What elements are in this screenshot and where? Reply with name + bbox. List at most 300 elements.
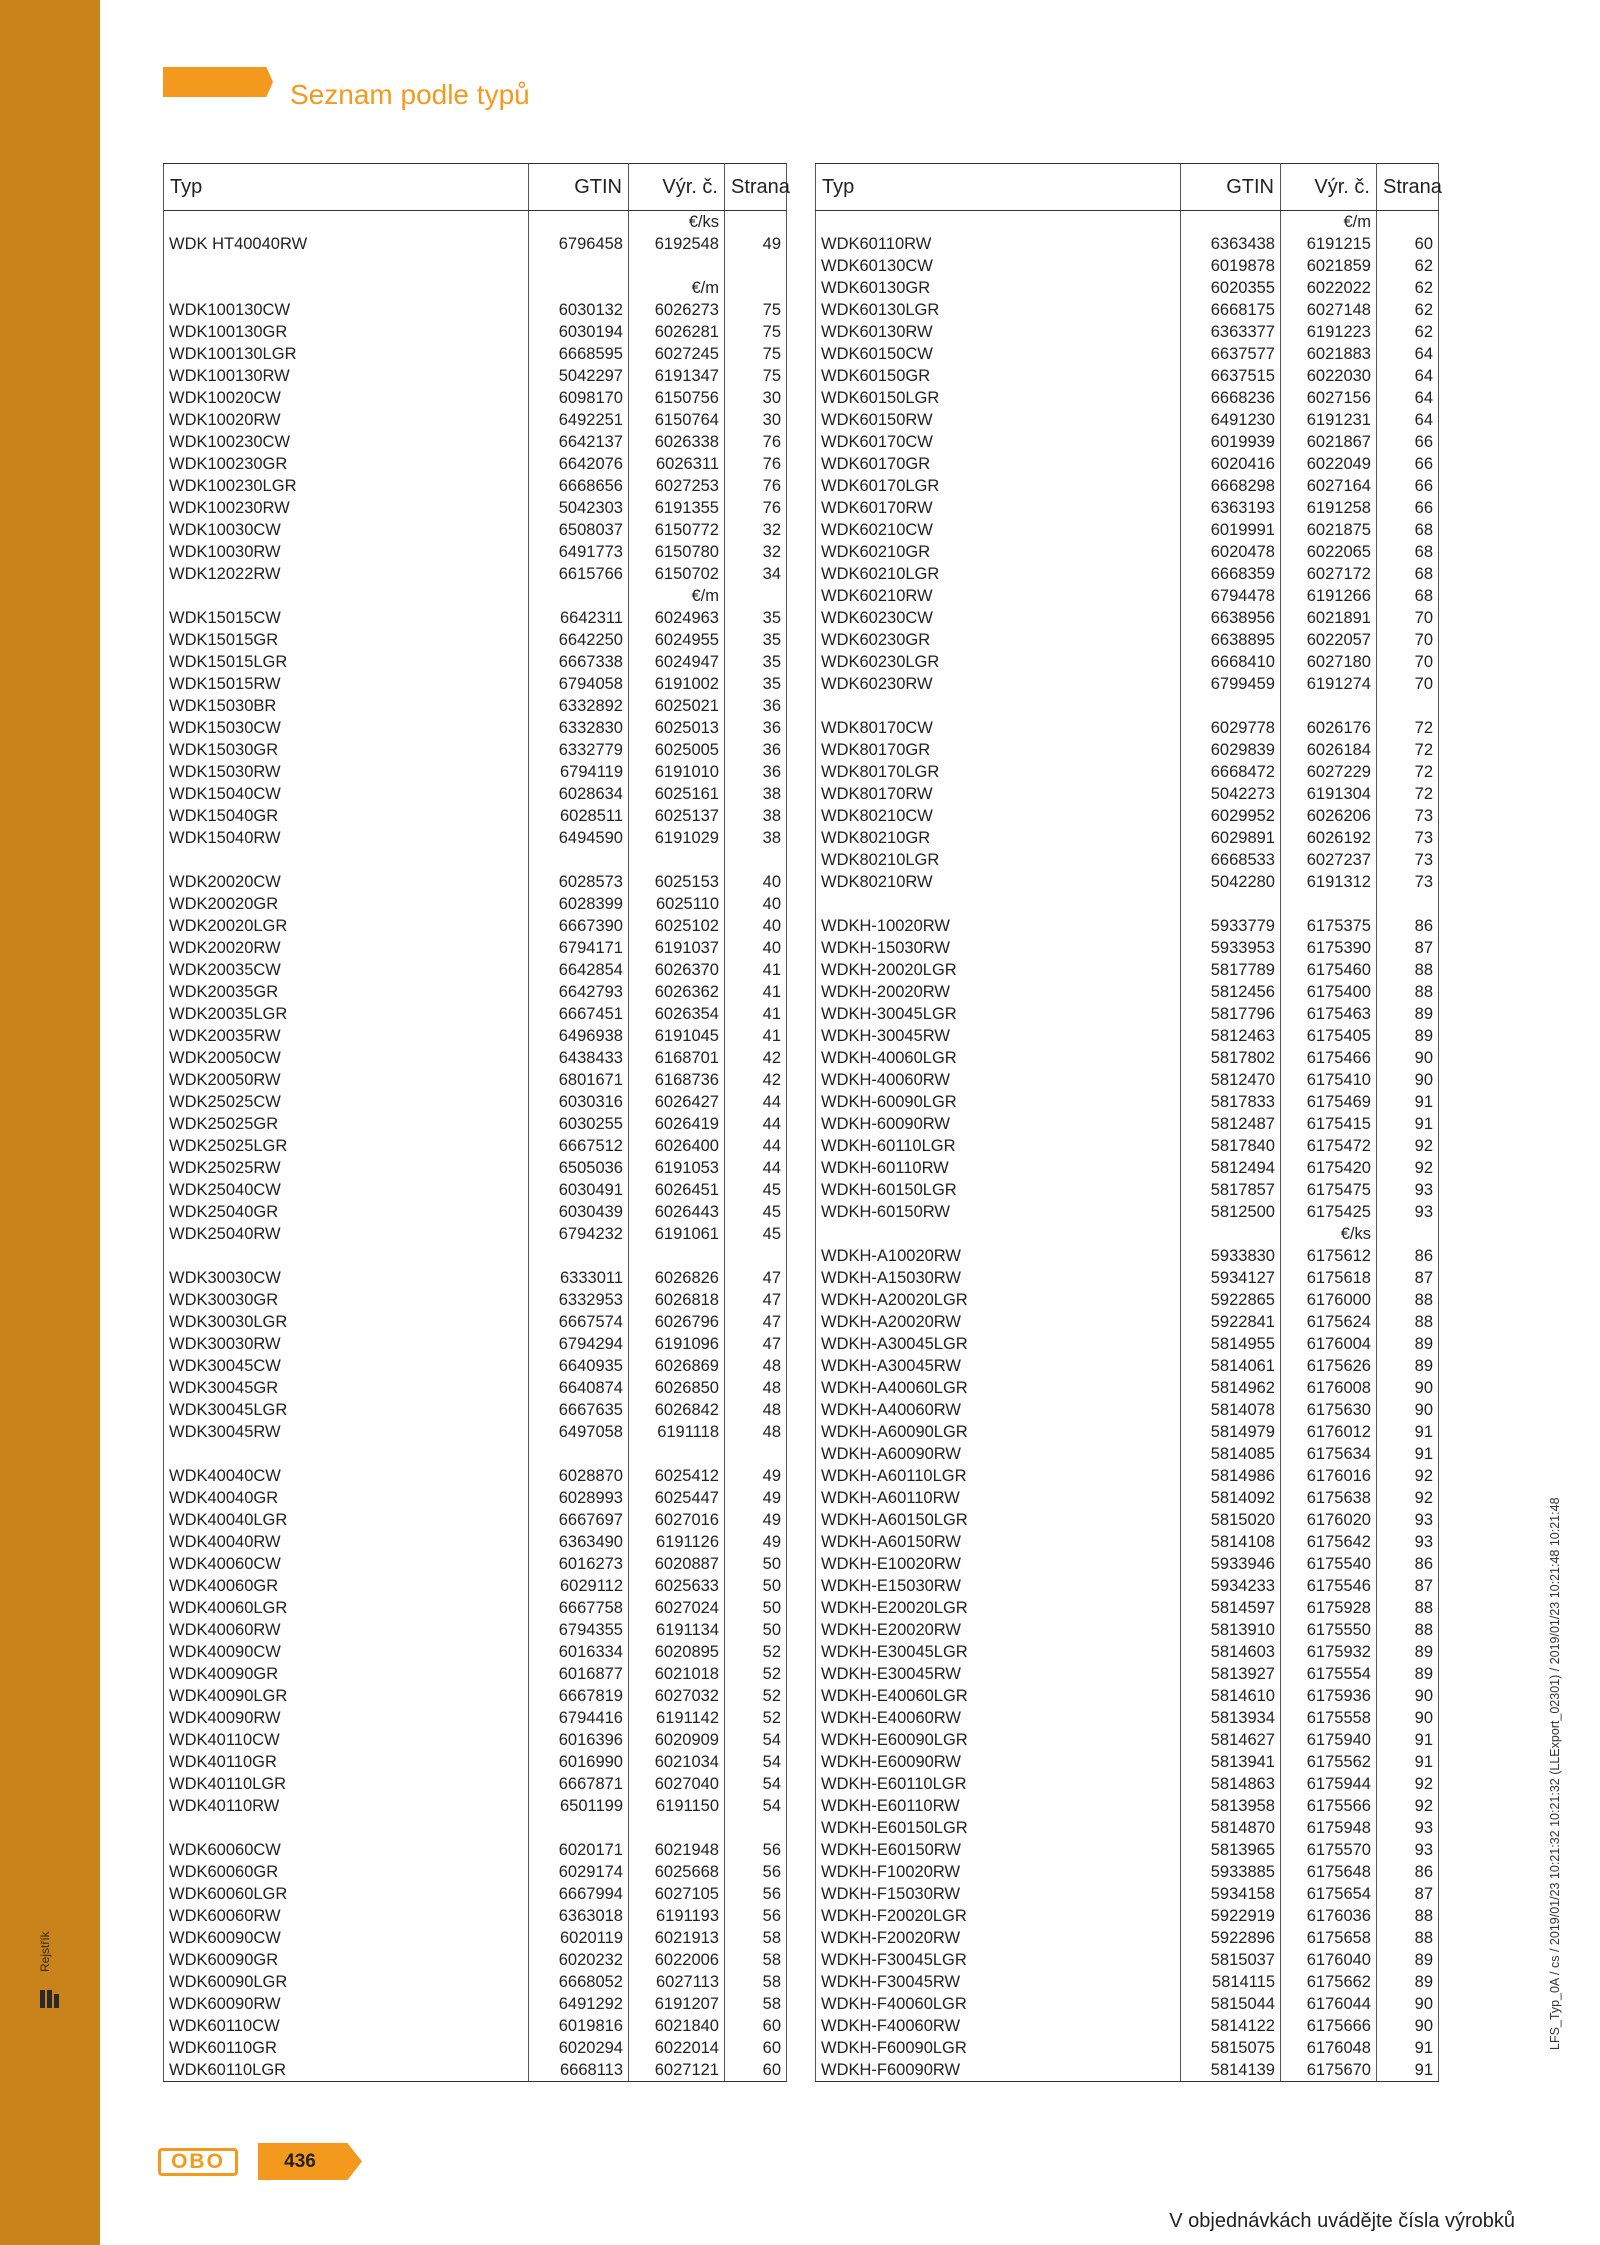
- cell-str: 64: [1377, 343, 1439, 365]
- cell-vyr: 6176012: [1281, 1421, 1377, 1443]
- cell-gtin: 5922896: [1181, 1927, 1281, 1949]
- cell-vyr: 6026184: [1281, 739, 1377, 761]
- cell-str: 62: [1377, 299, 1439, 321]
- cell-type: WDKH-E60150RW: [816, 1839, 1181, 1861]
- header-product-number: Výr. č.: [1281, 164, 1377, 211]
- unit-row: [816, 1223, 1439, 1245]
- cell-type: WDK25040CW: [164, 1179, 529, 1201]
- cell-vyr: 6175375: [1281, 915, 1377, 937]
- cell-str: 87: [1377, 1267, 1439, 1289]
- cell-gtin: 6642250: [529, 629, 629, 651]
- cell-type: WDK25025RW: [164, 1157, 529, 1179]
- empty-cell: [629, 255, 725, 277]
- cell-gtin: 6796458: [529, 233, 629, 255]
- table-row: [816, 981, 1439, 1003]
- cell-gtin: 6332953: [529, 1289, 629, 1311]
- cell-str: 60: [725, 2015, 787, 2037]
- cell-type: WDKH-A60090RW: [816, 1443, 1181, 1465]
- table-row: [816, 1443, 1439, 1465]
- table-row: [164, 1795, 787, 1817]
- cell-type: WDK60210RW: [816, 585, 1181, 607]
- cell-str: 86: [1377, 1245, 1439, 1267]
- cell-gtin: 6028634: [529, 783, 629, 805]
- table-row: [816, 1025, 1439, 1047]
- cell-vyr: 6175420: [1281, 1157, 1377, 1179]
- cell-vyr: 6168701: [629, 1047, 725, 1069]
- cell-gtin: 6638895: [1181, 629, 1281, 651]
- cell-gtin: 6020119: [529, 1927, 629, 1949]
- cell-gtin: 5812500: [1181, 1201, 1281, 1223]
- cell-str: 40: [725, 871, 787, 893]
- table-row: [816, 1377, 1439, 1399]
- empty-cell: [816, 893, 1181, 915]
- cell-str: 60: [1377, 233, 1439, 255]
- cell-type: WDK40110LGR: [164, 1773, 529, 1795]
- empty-cell: [1181, 1223, 1281, 1245]
- cell-type: WDKH-60090RW: [816, 1113, 1181, 1135]
- cell-type: WDK15015LGR: [164, 651, 529, 673]
- unit-cell: €/m: [629, 585, 725, 607]
- table-row: [164, 2059, 787, 2082]
- cell-str: 62: [1377, 277, 1439, 299]
- sidebar-label[interactable]: Rejstřík: [38, 1931, 52, 1972]
- cell-str: 45: [725, 1223, 787, 1245]
- cell-type: WDK60090GR: [164, 1949, 529, 1971]
- cell-gtin: 6668533: [1181, 849, 1281, 871]
- table-row: [816, 1487, 1439, 1509]
- cell-vyr: 6175425: [1281, 1201, 1377, 1223]
- table-row: [816, 563, 1439, 585]
- cell-type: WDK40110GR: [164, 1751, 529, 1773]
- cell-str: 44: [725, 1135, 787, 1157]
- cell-str: 76: [725, 431, 787, 453]
- cell-str: 52: [725, 1707, 787, 1729]
- cell-type: WDK60060GR: [164, 1861, 529, 1883]
- cell-gtin: 6030439: [529, 1201, 629, 1223]
- table-row: [164, 871, 787, 893]
- cell-gtin: 5814085: [1181, 1443, 1281, 1465]
- cell-gtin: 6668052: [529, 1971, 629, 1993]
- cell-str: 41: [725, 959, 787, 981]
- cell-str: 64: [1377, 365, 1439, 387]
- cell-vyr: 6175618: [1281, 1267, 1377, 1289]
- cell-type: WDKH-A40060LGR: [816, 1377, 1181, 1399]
- cell-str: 90: [1377, 2015, 1439, 2037]
- table-row: [164, 343, 787, 365]
- cell-gtin: 5814955: [1181, 1333, 1281, 1355]
- header-gtin: GTIN: [529, 164, 629, 211]
- table-row: [164, 541, 787, 563]
- cell-vyr: 6191150: [629, 1795, 725, 1817]
- cell-str: 68: [1377, 541, 1439, 563]
- empty-cell: [529, 849, 629, 871]
- table-row: [816, 607, 1439, 629]
- header-type: Typ: [816, 164, 1181, 211]
- cell-vyr: 6192548: [629, 233, 725, 255]
- cell-vyr: 6176004: [1281, 1333, 1377, 1355]
- table-row: [164, 1993, 787, 2015]
- table-row: [816, 1245, 1439, 1267]
- empty-cell: [725, 1817, 787, 1839]
- cell-type: WDK40040GR: [164, 1487, 529, 1509]
- cell-type: WDKH-F10020RW: [816, 1861, 1181, 1883]
- cell-str: 88: [1377, 1289, 1439, 1311]
- cell-type: WDKH-E15030RW: [816, 1575, 1181, 1597]
- cell-gtin: 5042273: [1181, 783, 1281, 805]
- table-row: [816, 1091, 1439, 1113]
- empty-cell: [529, 211, 629, 234]
- cell-str: 38: [725, 827, 787, 849]
- cell-vyr: 6026370: [629, 959, 725, 981]
- empty-cell: [164, 277, 529, 299]
- table-row: [816, 1707, 1439, 1729]
- cell-vyr: 6175550: [1281, 1619, 1377, 1641]
- cell-gtin: 5934127: [1181, 1267, 1281, 1289]
- table-row: [164, 321, 787, 343]
- cell-type: WDKH-A60150LGR: [816, 1509, 1181, 1531]
- cell-vyr: 6150780: [629, 541, 725, 563]
- cell-str: 35: [725, 651, 787, 673]
- table-row: [816, 1905, 1439, 1927]
- cell-str: 52: [725, 1685, 787, 1707]
- empty-cell: [164, 1443, 529, 1465]
- cell-vyr: 6027237: [1281, 849, 1377, 871]
- empty-cell: [529, 585, 629, 607]
- cell-vyr: 6191274: [1281, 673, 1377, 695]
- cell-type: WDKH-60150RW: [816, 1201, 1181, 1223]
- empty-cell: [164, 255, 529, 277]
- cell-gtin: 6501199: [529, 1795, 629, 1817]
- table-row: [164, 519, 787, 541]
- table-row: [164, 409, 787, 431]
- cell-vyr: 6191347: [629, 365, 725, 387]
- cell-type: WDK40060RW: [164, 1619, 529, 1641]
- cell-str: 75: [725, 299, 787, 321]
- cell-vyr: 6191231: [1281, 409, 1377, 431]
- cell-gtin: 6029112: [529, 1575, 629, 1597]
- cell-str: 50: [725, 1619, 787, 1641]
- cell-vyr: 6025110: [629, 893, 725, 915]
- table-row: [816, 1993, 1439, 2015]
- cell-vyr: 6026311: [629, 453, 725, 475]
- cell-str: 41: [725, 981, 787, 1003]
- cell-type: WDK40060CW: [164, 1553, 529, 1575]
- cell-str: 38: [725, 805, 787, 827]
- cell-type: WDKH-A60090LGR: [816, 1421, 1181, 1443]
- cell-vyr: 6026354: [629, 1003, 725, 1025]
- cell-str: 56: [725, 1883, 787, 1905]
- empty-cell: [529, 277, 629, 299]
- table-row: [816, 1113, 1439, 1135]
- cell-type: WDK40090RW: [164, 1707, 529, 1729]
- cell-str: 60: [725, 2037, 787, 2059]
- cell-str: 70: [1377, 673, 1439, 695]
- cell-type: WDK15030GR: [164, 739, 529, 761]
- cell-str: 70: [1377, 629, 1439, 651]
- cell-str: 64: [1377, 409, 1439, 431]
- cell-type: WDK15030RW: [164, 761, 529, 783]
- cell-vyr: 6175400: [1281, 981, 1377, 1003]
- cell-type: WDK10020RW: [164, 409, 529, 431]
- table-row: [816, 1861, 1439, 1883]
- cell-type: WDK80210RW: [816, 871, 1181, 893]
- cell-gtin: 6028993: [529, 1487, 629, 1509]
- cell-gtin: 6667451: [529, 1003, 629, 1025]
- cell-type: WDK60150RW: [816, 409, 1181, 431]
- cell-str: 93: [1377, 1179, 1439, 1201]
- cell-type: WDK60130GR: [816, 277, 1181, 299]
- cell-vyr: 6191134: [629, 1619, 725, 1641]
- cell-type: WDK25040RW: [164, 1223, 529, 1245]
- cell-type: WDK60170RW: [816, 497, 1181, 519]
- cell-type: WDK60170GR: [816, 453, 1181, 475]
- cell-gtin: 5817857: [1181, 1179, 1281, 1201]
- cell-type: WDK80170LGR: [816, 761, 1181, 783]
- table-row: [164, 1861, 787, 1883]
- cell-str: 48: [725, 1377, 787, 1399]
- table-row: [164, 475, 787, 497]
- table-row: [164, 1773, 787, 1795]
- cell-str: 47: [725, 1267, 787, 1289]
- cell-vyr: 6168736: [629, 1069, 725, 1091]
- cell-vyr: 6026443: [629, 1201, 725, 1223]
- cell-gtin: 5813941: [1181, 1751, 1281, 1773]
- cell-gtin: 5814603: [1181, 1641, 1281, 1663]
- cell-vyr: 6025137: [629, 805, 725, 827]
- cell-type: WDK40110CW: [164, 1729, 529, 1751]
- cell-vyr: 6191193: [629, 1905, 725, 1927]
- table-body-right: [816, 211, 1439, 2082]
- cell-gtin: 5042303: [529, 497, 629, 519]
- cell-gtin: 6637515: [1181, 365, 1281, 387]
- cell-str: 76: [725, 475, 787, 497]
- cell-str: 34: [725, 563, 787, 585]
- cell-vyr: 6025447: [629, 1487, 725, 1509]
- cell-type: WDK60170LGR: [816, 475, 1181, 497]
- cell-vyr: 6027148: [1281, 299, 1377, 321]
- cell-str: 70: [1377, 651, 1439, 673]
- cell-vyr: 6022022: [1281, 277, 1377, 299]
- cell-vyr: 6191304: [1281, 783, 1377, 805]
- cell-str: 58: [725, 1949, 787, 1971]
- cell-type: WDK10030RW: [164, 541, 529, 563]
- cell-type: WDKH-F20020RW: [816, 1927, 1181, 1949]
- cell-type: WDK100230CW: [164, 431, 529, 453]
- cell-gtin: 6020478: [1181, 541, 1281, 563]
- cell-type: WDK40090CW: [164, 1641, 529, 1663]
- cell-str: 52: [725, 1663, 787, 1685]
- cell-str: 35: [725, 629, 787, 651]
- table-row: [816, 1971, 1439, 1993]
- cell-gtin: 6642311: [529, 607, 629, 629]
- page-number: 436: [284, 2151, 316, 2172]
- table-row: [164, 1289, 787, 1311]
- cell-str: 66: [1377, 431, 1439, 453]
- table-row: [816, 453, 1439, 475]
- cell-str: 76: [725, 497, 787, 519]
- table-row: [816, 365, 1439, 387]
- cell-gtin: 5814061: [1181, 1355, 1281, 1377]
- cell-vyr: 6025633: [629, 1575, 725, 1597]
- cell-gtin: 5814122: [1181, 2015, 1281, 2037]
- cell-str: 49: [725, 1509, 787, 1531]
- cell-vyr: 6027016: [629, 1509, 725, 1531]
- cell-vyr: 6191045: [629, 1025, 725, 1047]
- empty-cell: [629, 1817, 725, 1839]
- cell-str: 88: [1377, 1905, 1439, 1927]
- cell-type: WDKH-20020LGR: [816, 959, 1181, 981]
- cell-gtin: 5812463: [1181, 1025, 1281, 1047]
- cell-vyr: 6026818: [629, 1289, 725, 1311]
- cell-gtin: 6642854: [529, 959, 629, 981]
- cell-str: 75: [725, 321, 787, 343]
- table-row: [816, 1553, 1439, 1575]
- cell-type: WDK30045RW: [164, 1421, 529, 1443]
- cell-str: 75: [725, 343, 787, 365]
- cell-gtin: 6332892: [529, 695, 629, 717]
- cell-vyr: 6025013: [629, 717, 725, 739]
- cell-gtin: 5933885: [1181, 1861, 1281, 1883]
- table-row: [816, 255, 1439, 277]
- cell-vyr: 6027113: [629, 1971, 725, 1993]
- cell-str: 87: [1377, 937, 1439, 959]
- cell-type: WDK60210LGR: [816, 563, 1181, 585]
- cell-gtin: 6508037: [529, 519, 629, 541]
- cell-vyr: 6191053: [629, 1157, 725, 1179]
- table-row: [164, 739, 787, 761]
- cell-vyr: 6026338: [629, 431, 725, 453]
- table-row: [164, 431, 787, 453]
- cell-type: WDK20020GR: [164, 893, 529, 915]
- cell-vyr: 6191126: [629, 1531, 725, 1553]
- cell-gtin: 6029778: [1181, 717, 1281, 739]
- cell-type: WDKH-E20020LGR: [816, 1597, 1181, 1619]
- cell-str: 41: [725, 1025, 787, 1047]
- cell-gtin: 5815020: [1181, 1509, 1281, 1531]
- cell-str: 90: [1377, 1399, 1439, 1421]
- cell-vyr: 6191223: [1281, 321, 1377, 343]
- table-row: [816, 651, 1439, 673]
- cell-vyr: 6022030: [1281, 365, 1377, 387]
- cell-vyr: 6027229: [1281, 761, 1377, 783]
- cell-gtin: 6019816: [529, 2015, 629, 2037]
- cell-str: 90: [1377, 1069, 1439, 1091]
- index-icon[interactable]: [40, 1990, 62, 2008]
- cell-vyr: 6150702: [629, 563, 725, 585]
- cell-gtin: 5814078: [1181, 1399, 1281, 1421]
- cell-str: 38: [725, 783, 787, 805]
- product-table-right: [815, 163, 1442, 2082]
- cell-vyr: 6026427: [629, 1091, 725, 1113]
- cell-gtin: 5814597: [1181, 1597, 1281, 1619]
- empty-cell: [529, 1817, 629, 1839]
- cell-vyr: 6175936: [1281, 1685, 1377, 1707]
- cell-vyr: 6027121: [629, 2059, 725, 2082]
- cell-vyr: 6026273: [629, 299, 725, 321]
- cell-str: 92: [1377, 1773, 1439, 1795]
- empty-cell: [164, 211, 529, 234]
- unit-cell: €/ks: [629, 211, 725, 234]
- cell-gtin: 5933953: [1181, 937, 1281, 959]
- cell-vyr: 6175940: [1281, 1729, 1377, 1751]
- table-row: [816, 321, 1439, 343]
- cell-vyr: 6021883: [1281, 343, 1377, 365]
- unit-cell: €/m: [629, 277, 725, 299]
- table-row: [164, 695, 787, 717]
- cell-gtin: 5814863: [1181, 1773, 1281, 1795]
- table-row: [164, 1729, 787, 1751]
- cell-gtin: 5815044: [1181, 1993, 1281, 2015]
- cell-gtin: 6491773: [529, 541, 629, 563]
- cell-str: 58: [725, 1971, 787, 1993]
- cell-vyr: 6020887: [629, 1553, 725, 1575]
- cell-vyr: 6175928: [1281, 1597, 1377, 1619]
- cell-vyr: 6191312: [1281, 871, 1377, 893]
- cell-vyr: 6175466: [1281, 1047, 1377, 1069]
- cell-vyr: 6176048: [1281, 2037, 1377, 2059]
- cell-vyr: 6175666: [1281, 2015, 1377, 2037]
- cell-gtin: 6667819: [529, 1685, 629, 1707]
- cell-gtin: 6028573: [529, 871, 629, 893]
- cell-gtin: 6794232: [529, 1223, 629, 1245]
- cell-vyr: 6025102: [629, 915, 725, 937]
- cell-type: WDKH-A20020RW: [816, 1311, 1181, 1333]
- table-row: [816, 1069, 1439, 1091]
- cell-str: 49: [725, 1465, 787, 1487]
- cell-type: WDK20035LGR: [164, 1003, 529, 1025]
- cell-type: WDKH-A40060RW: [816, 1399, 1181, 1421]
- table-row: [816, 629, 1439, 651]
- spacer-row: [164, 1443, 787, 1465]
- cell-gtin: 6667994: [529, 1883, 629, 1905]
- cell-str: 72: [1377, 739, 1439, 761]
- cell-type: WDK100130RW: [164, 365, 529, 387]
- cell-gtin: 5812487: [1181, 1113, 1281, 1135]
- cell-type: WDK60130LGR: [816, 299, 1181, 321]
- cell-str: 49: [725, 1487, 787, 1509]
- cell-str: 86: [1377, 1861, 1439, 1883]
- cell-type: WDKH-60110LGR: [816, 1135, 1181, 1157]
- cell-str: 64: [1377, 387, 1439, 409]
- cell-vyr: 6191266: [1281, 585, 1377, 607]
- cell-vyr: 6021034: [629, 1751, 725, 1773]
- cell-gtin: 5042297: [529, 365, 629, 387]
- cell-type: WDKH-A15030RW: [816, 1267, 1181, 1289]
- table-row: [816, 805, 1439, 827]
- cell-type: WDKH-F30045LGR: [816, 1949, 1181, 1971]
- empty-cell: [164, 1245, 529, 1267]
- cell-str: 52: [725, 1641, 787, 1663]
- table-row: [816, 1311, 1439, 1333]
- table-row: [816, 1289, 1439, 1311]
- cell-type: WDKH-E60110RW: [816, 1795, 1181, 1817]
- table-row: [164, 1751, 787, 1773]
- page-title: Seznam podle typů: [290, 78, 530, 110]
- cell-str: 48: [725, 1399, 787, 1421]
- table-row: [816, 1927, 1439, 1949]
- cell-vyr: 6175472: [1281, 1135, 1377, 1157]
- table-row: [816, 673, 1439, 695]
- cell-type: WDK60210CW: [816, 519, 1181, 541]
- cell-vyr: 6025668: [629, 1861, 725, 1883]
- cell-gtin: 5922841: [1181, 1311, 1281, 1333]
- cell-type: WDK15015CW: [164, 607, 529, 629]
- cell-type: WDK15040CW: [164, 783, 529, 805]
- cell-str: 50: [725, 1553, 787, 1575]
- cell-vyr: 6027172: [1281, 563, 1377, 585]
- cell-type: WDKH-E40060LGR: [816, 1685, 1181, 1707]
- cell-str: 91: [1377, 2059, 1439, 2082]
